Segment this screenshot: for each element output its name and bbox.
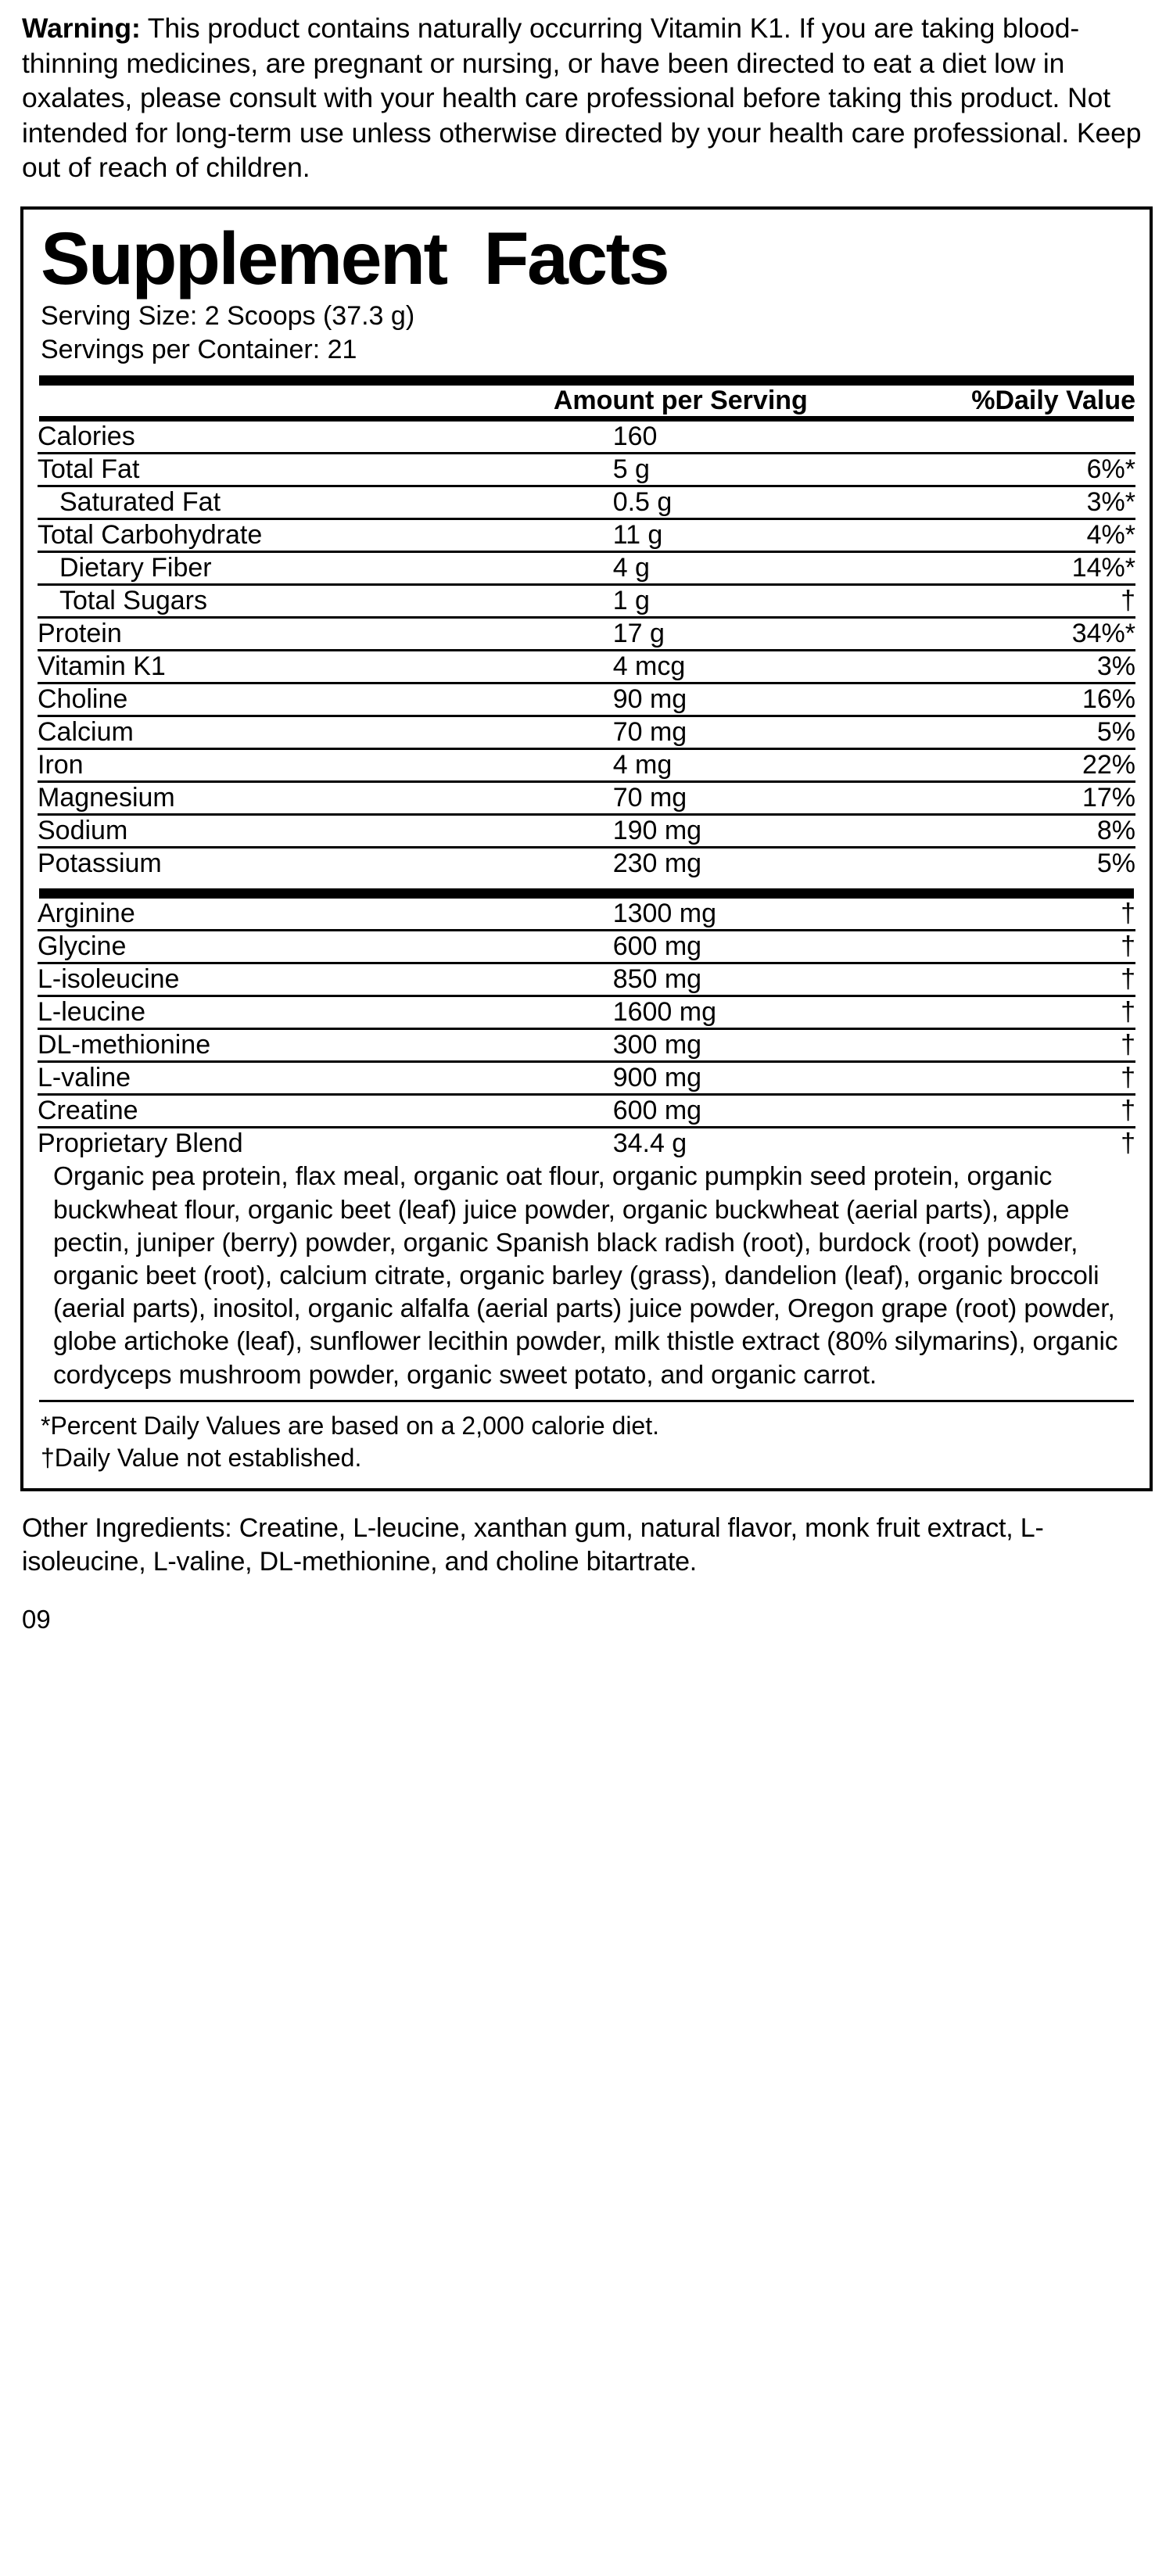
supplement-facts-panel: [20, 206, 1153, 1491]
table-row: [38, 486, 1135, 519]
nutrient-name: Choline: [38, 683, 554, 716]
nutrient-amount: 1 g: [554, 585, 883, 618]
nutrient-daily-value: 14%*: [883, 552, 1135, 585]
table-row: [38, 422, 1135, 454]
table-row: [38, 749, 1135, 782]
nutrient-name: Magnesium: [38, 782, 554, 815]
nutrient-name: L-leucine: [38, 996, 554, 1029]
nutrient-amount: 1600 mg: [554, 996, 883, 1029]
nutrient-name: Total Sugars: [38, 585, 554, 618]
divider-under-header: [39, 416, 1134, 422]
warning-label: Warning:: [22, 13, 141, 44]
nutrient-name: Dietary Fiber: [38, 552, 554, 585]
warning-paragraph: [22, 11, 1143, 185]
table-row: [38, 899, 1135, 931]
nutrient-name: Total Carbohydrate: [38, 519, 554, 552]
nutrient-name: DL-methionine: [38, 1029, 554, 1062]
nutrient-name: L-valine: [38, 1062, 554, 1095]
nutrient-amount: 4 g: [554, 552, 883, 585]
nutrient-amount: 70 mg: [554, 782, 883, 815]
nutrient-daily-value: 8%: [883, 815, 1135, 848]
nutrient-amount: 90 mg: [554, 683, 883, 716]
table-header-row: [38, 386, 1135, 416]
blend-name: Proprietary Blend: [38, 1128, 554, 1160]
nutrient-amount: 70 mg: [554, 716, 883, 749]
nutrient-name: Saturated Fat: [38, 486, 554, 519]
nutrient-name: L-isoleucine: [38, 963, 554, 996]
table-row: [38, 454, 1135, 486]
warning-text: This product contains naturally occurring Vitamin K1. If you are taking blood-thinning medicines, are pregnant or nursing, or have been directed to eat a diet low in oxalates, please consult with your health care professional before taking this product. Not intended for long-term use unless otherwise directed by your health care professional. Keep out of reach of children.: [22, 13, 1142, 184]
header-daily-value: %Daily Value: [971, 386, 1135, 416]
nutrient-daily-value: 17%: [883, 782, 1135, 815]
nutrition-rows: [38, 422, 1135, 879]
nutrition-table: [38, 386, 1135, 416]
nutrient-amount: 230 mg: [554, 848, 883, 880]
table-row: [38, 1095, 1135, 1127]
table-row: [38, 1029, 1135, 1062]
nutrient-daily-value: †: [883, 963, 1135, 996]
nutrient-amount: 4 mg: [554, 749, 883, 782]
nutrient-name: Calories: [38, 422, 135, 452]
nutrient-name: Arginine: [38, 899, 135, 929]
table-row: [38, 1062, 1135, 1095]
nutrient-daily-value: †: [883, 1062, 1135, 1095]
table-row: [38, 931, 1135, 963]
nutrient-daily-value: 5%: [883, 716, 1135, 749]
table-row: [38, 519, 1135, 552]
serving-size: Serving Size: 2 Scoops (37.3 g): [41, 300, 415, 331]
table-row: [38, 651, 1135, 683]
nutrient-amount: 0.5 g: [554, 486, 883, 519]
nutrient-daily-value: 5%: [883, 848, 1135, 880]
proprietary-blend-table: [38, 1126, 1135, 1159]
servings-per-container: Servings per Container: 21: [41, 334, 357, 364]
divider-thick-amino: [39, 888, 1134, 899]
nutrient-amount: 850 mg: [554, 963, 883, 996]
footnote-percent-daily-value: *Percent Daily Values are based on a 2,000 calorie diet.: [41, 1411, 659, 1440]
divider-thick-top: [39, 375, 1134, 386]
nutrient-amount: 900 mg: [554, 1062, 883, 1095]
nutrient-amount: 600 mg: [554, 931, 883, 963]
nutrient-daily-value: 3%*: [883, 486, 1135, 519]
other-ingredients: Other Ingredients: Creatine, L-leucine, xanthan gum, natural flavor, monk fruit extract, L-isoleucine, L-valine, DL-methionine, and choline bitartrate.: [22, 1512, 1044, 1577]
table-row: [38, 716, 1135, 749]
nutrient-name: Sodium: [38, 815, 554, 848]
nutrient-amount: 190 mg: [554, 815, 883, 848]
table-row: [38, 996, 1135, 1029]
table-row: [38, 815, 1135, 848]
nutrient-name: Vitamin K1: [38, 651, 554, 683]
nutrient-daily-value: †: [883, 996, 1135, 1029]
nutrient-daily-value: †: [883, 931, 1135, 963]
table-row: [38, 782, 1135, 815]
header-amount-per-serving: Amount per Serving: [553, 386, 808, 416]
table-row: [38, 963, 1135, 996]
table-row: [38, 683, 1135, 716]
nutrient-amount: 1300 mg: [612, 899, 717, 929]
nutrient-daily-value: 22%: [883, 749, 1135, 782]
blend-amount: 34.4 g: [554, 1128, 883, 1160]
nutrient-amount: 300 mg: [554, 1029, 883, 1062]
nutrient-amount: 17 g: [554, 618, 883, 651]
amino-acid-rows: [38, 899, 1135, 1126]
nutrient-daily-value: †: [883, 585, 1135, 618]
nutrient-daily-value: 16%: [883, 683, 1135, 716]
blend-dv: †: [883, 1128, 1135, 1160]
nutrient-daily-value: 4%*: [883, 519, 1135, 552]
nutrient-daily-value: 6%*: [883, 454, 1135, 486]
footnote-dagger: †Daily Value not established.: [41, 1443, 362, 1472]
blend-row: [38, 1128, 1135, 1160]
nutrient-amount: 160: [612, 422, 658, 452]
nutrient-name: Iron: [38, 749, 554, 782]
nutrient-daily-value: †: [1121, 899, 1135, 929]
nutrient-daily-value: 3%: [883, 651, 1135, 683]
nutrient-name: Creatine: [38, 1095, 554, 1127]
nutrient-daily-value: †: [883, 1095, 1135, 1127]
nutrient-amount: 600 mg: [554, 1095, 883, 1127]
blend-description: Organic pea protein, flax meal, organic oat flour, organic pumpkin seed protein, organic buckwheat flour, organic beet (leaf) juice powder, organic buckwheat (aerial parts), apple pectin, juniper (berry) powder, organic Spanish black radish (root), burdock (root) powder, organic beet (root), calcium citrate, organic barley (grass), dandelion (leaf), organic broccoli (aerial parts), inositol, organic alfalfa (aerial parts) juice powder, Oregon grape (root) powder, globe artichoke (leaf), sunflower lecithin powder, milk thistle extract (80% silymarins), organic cordyceps mushroom powder, organic sweet potato, and organic carrot.: [53, 1162, 1118, 1390]
table-row: [38, 848, 1135, 880]
panel-title: Supplement Facts: [41, 217, 669, 300]
nutrient-name: Potassium: [38, 848, 554, 880]
nutrient-amount: 11 g: [554, 519, 883, 552]
nutrient-name: Total Fat: [38, 454, 554, 486]
header-blank: [38, 386, 554, 416]
nutrient-daily-value: [883, 422, 1135, 454]
table-row: [38, 618, 1135, 651]
table-row: [38, 552, 1135, 585]
nutrient-daily-value: 34%*: [883, 618, 1135, 651]
footnotes: [39, 1400, 1134, 1476]
label-code: 09: [22, 1605, 51, 1634]
nutrient-daily-value: †: [883, 1029, 1135, 1062]
nutrient-name: Glycine: [38, 931, 554, 963]
nutrient-amount: 5 g: [554, 454, 883, 486]
table-row: [38, 585, 1135, 618]
nutrient-amount: 4 mcg: [554, 651, 883, 683]
nutrient-name: Protein: [38, 618, 554, 651]
nutrient-name: Calcium: [38, 716, 554, 749]
